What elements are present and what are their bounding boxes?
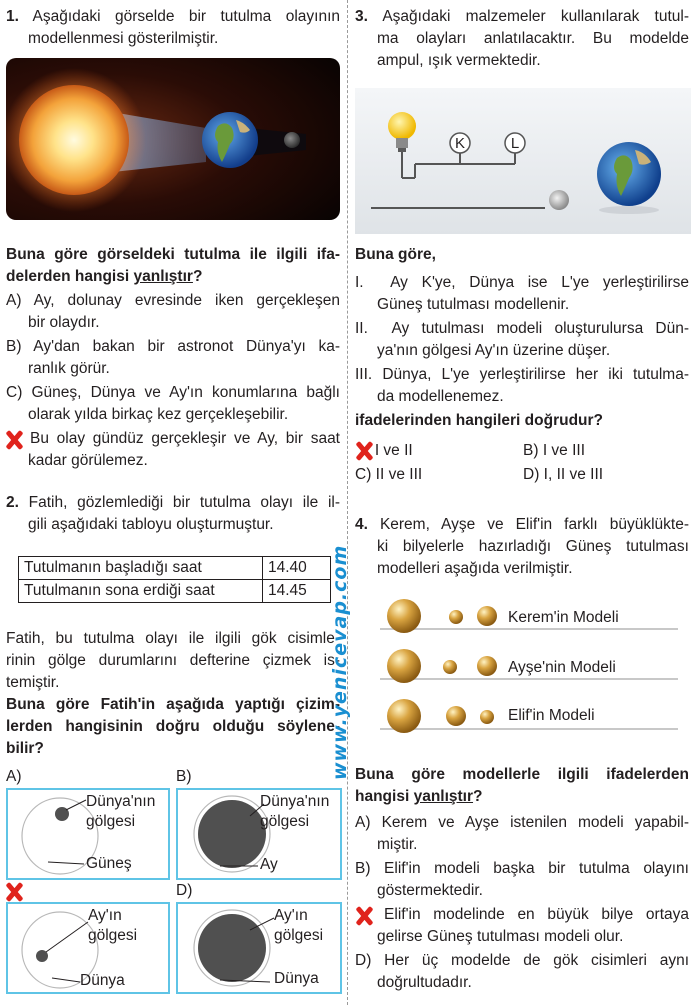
q2-text-line2: rinin gölge durumlarını defterine çizmek is- [6,652,340,669]
option-text: I ve III [542,442,586,459]
q4-models-figure [380,596,680,746]
q2-text-line1: Fatih, bu tutulma olayı ile ilgili gök cisimle- [6,630,340,647]
q4-question-line1: Buna göre modellerle ilgili ifadelerden [355,766,689,783]
lamp-bulb [388,112,416,140]
option-text: Her üç modelde de gök cisimleri aynı [384,952,689,969]
q3-intro-line1: Aşağıdaki malzemeler kullanılarak tutul- [382,8,690,25]
option-text: I, II ve III [543,466,604,483]
q1-question-line1: Buna göre görseldeki tutulma ile ilgili ifa- [6,246,340,263]
table-cell-value: 14.45 [263,580,331,603]
q4-options [355,812,689,994]
ayse-model-balls [386,648,506,688]
q3-setup-image [355,88,691,234]
q2-question-line2: lerden hangisinin doğru olduğu söylene- [6,718,340,735]
wrong-answer-x-icon [4,882,24,902]
shadow-label-line2: gölgesi [86,813,136,830]
option-text-line2: bir olaydır. [28,314,100,331]
statement-number: I. [355,274,364,291]
q4-question-line2-pre: hangisi [355,788,414,805]
q3-option-c[interactable] [355,464,422,486]
q2-question-line3: bilir? [6,740,44,757]
shadow-label [86,792,155,832]
q1-option-a[interactable] [6,290,340,334]
q4-intro-line3: modelleri aşağıda verilmiştir. [377,560,573,577]
q2-question-line1: Buna göre Fatih'in aşağıda yaptığı çizim- [6,696,340,713]
shadow-label-line2: gölgesi [260,813,310,830]
q2-text-line3: temiştir. [6,674,60,691]
q3-question: ifadelerinden hangileri doğrudur? [355,412,604,429]
q3-intro [355,6,689,72]
kerem-model-balls [386,598,506,638]
q2-text [6,628,340,694]
option-letter: B) [355,860,371,877]
option-text: Bu olay gündüz gerçekleşir ve Ay, bir saat [30,430,340,447]
body-label: Ay [260,856,278,873]
q2-intro-line1: Fatih, gözlemlediği bir tutulma olayı ile il- [28,494,340,511]
shadow-label-line1: Dünya'nın [86,793,156,810]
q1-number: 1. [6,8,19,25]
q1-question-line2-pre: delerden hangisi [6,268,134,285]
q2-option-a-letter: A) [6,768,22,785]
body-label: Güneş [86,855,132,872]
q3-intro-line3: ampul, ışık vermektedir. [377,52,541,69]
q2-option-d-letter: D) [176,882,193,899]
label-l: L [510,135,520,152]
shadow-label-line2: gölgesi [88,927,138,944]
option-text: Elif'in modeli başka bir tutulma olayını [384,860,689,877]
q3-option-d[interactable] [523,464,603,486]
option-text: Ay, dolunay evresinde iken gerçekleşen [33,292,340,309]
statement-text-line2: da modellenemez. [377,388,504,405]
table-row [19,557,331,580]
q1-question [6,244,340,288]
moon-ball [549,190,569,210]
table-cell-label: Tutulmanın sona erdiği saat [19,580,263,603]
q4-intro [355,514,689,580]
q3-intro-line2: ma olayları anlatılacaktır. Bu modelde [377,30,689,47]
q2-option-a[interactable] [6,788,170,880]
wrong-answer-x-icon [354,906,374,926]
q4-question-mark: ? [473,788,483,805]
q2-option-d[interactable] [176,902,342,994]
statement-text: Ay K'ye, Dünya ise L'ye yerleştirilirse [390,274,689,291]
option-text: II ve III [375,466,423,483]
lamp-base [396,138,408,148]
option-letter: D) [355,952,372,969]
label-k: K [454,135,466,152]
q4-option-d[interactable] [355,950,689,994]
q2-option-c[interactable] [6,902,170,994]
eclipse-illustration [6,58,340,220]
q4-number: 4. [355,516,368,533]
statement-text: Dünya, L'ye yerleştirilirse her iki tutulma- [382,366,689,383]
q4-option-b[interactable] [355,858,689,902]
q4-intro-line1: Kerem, Ayşe ve Elif'in farklı büyüklükte- [379,516,689,533]
q3-option-b[interactable] [523,440,585,462]
body-label: Dünya [80,972,125,989]
lamp-setup-illustration [355,88,691,234]
shadow-label [260,792,329,832]
q4-option-a[interactable] [355,812,689,856]
option-text: Ay'dan bakan bir astronot Dünya'yı ka- [33,338,340,355]
q3-options [355,440,689,488]
table-row [19,580,331,603]
q3-statement-3 [355,364,689,408]
shadow-label [274,906,323,946]
wrong-answer-x-icon [354,441,374,461]
option-letter: D) [523,466,540,483]
q2-intro-line2: gili aşağıdaki tabloyu oluşturmuştur. [28,516,274,533]
q2-option-b[interactable] [176,788,342,880]
q2-intro [6,492,340,536]
q3-statement-1 [355,272,689,316]
option-letter: A) [6,292,22,309]
moon [284,132,300,148]
q2-number: 2. [6,494,19,511]
sun [19,85,129,195]
q4-question [355,764,689,808]
body-label: Dünya [274,970,319,987]
q3-statement-2 [355,318,689,362]
option-letter: C) [6,384,23,401]
option-text-line2: gelirse Güneş tutulması modeli olur. [377,928,624,945]
model-label-ayse: Ayşe'nin Modeli [508,659,616,676]
model-label-elif: Elif'in Modeli [508,707,595,724]
watermark: www.yenicevap.com [329,544,351,780]
wrong-answer-x-icon [4,430,24,450]
q3-statements [355,272,689,408]
q1-eclipse-image [6,58,340,220]
option-letter: B) [6,338,22,355]
statement-text: Ay tutulması modeli oluşturulursa Dün- [391,320,689,337]
table-cell-value: 14.40 [263,557,331,580]
q3-lead: Buna göre, [355,246,436,263]
option-text: Güneş, Dünya ve Ay'ın konumlarına bağlı [31,384,340,401]
q1-options [6,290,340,472]
model-label-kerem: Kerem'in Modeli [508,609,619,626]
statement-text-line2: ya'nın gölgesi Ay'ın üzerine düşer. [377,342,611,359]
option-text-line2: kadar görülemez. [28,452,148,469]
q2-question [6,694,340,760]
option-text-line2: miştir. [377,836,418,853]
shadow-label-line2: gölgesi [274,927,324,944]
option-text-line2: doğrultudadır. [377,974,472,991]
shadow-label-line1: Ay'ın [274,907,308,924]
option-text-line2: ranlık görür. [28,360,110,377]
option-text: Elif'in modelinde en büyük bilye ortaya [384,906,689,923]
table-cell-label: Tutulmanın başladığı saat [19,557,263,580]
shadow-label [88,906,137,946]
q1-option-c[interactable] [6,382,340,426]
statement-number: III. [355,366,373,383]
option-letter: A) [355,814,371,831]
shadow-label-line1: Dünya'nın [260,793,330,810]
q1-option-d[interactable] [6,428,340,472]
statement-number: II. [355,320,368,337]
elif-model-balls [386,698,506,738]
option-text-line2: olarak yılda birkaç kez gerçekleşebilir. [28,406,289,423]
q4-intro-line2: ki bilyelerle hazırladığı Güneş tutulması [377,538,689,555]
option-text-line2: göstermektedir. [377,882,483,899]
q4-option-c[interactable] [355,904,689,948]
q1-intro-line1: Aşağıdaki görselde bir tutulma olayının [32,8,340,25]
option-text: I ve II [374,442,413,459]
q4-question-wrong-word: yanlıştır [413,788,474,805]
option-text: Kerem ve Ayşe istenilen modeli yapabil- [381,814,689,831]
q1-option-b[interactable] [6,336,340,380]
column-divider [347,0,348,1005]
q1-intro-line2: modellenmesi gösterilmiştir. [28,30,219,47]
statement-text-line2: Güneş tutulması modellenir. [377,296,570,313]
option-letter: B) [523,442,539,459]
q2-time-table [18,556,331,603]
shadow-label-line1: Ay'ın [88,907,122,924]
option-letter: C) [355,466,372,483]
q3-number: 3. [355,8,368,25]
q1-question-mark: ? [192,268,203,285]
q2-option-b-letter: B) [176,768,192,785]
q1-question-wrong-word: yanlıştır [133,268,193,285]
q1-intro [6,6,340,50]
